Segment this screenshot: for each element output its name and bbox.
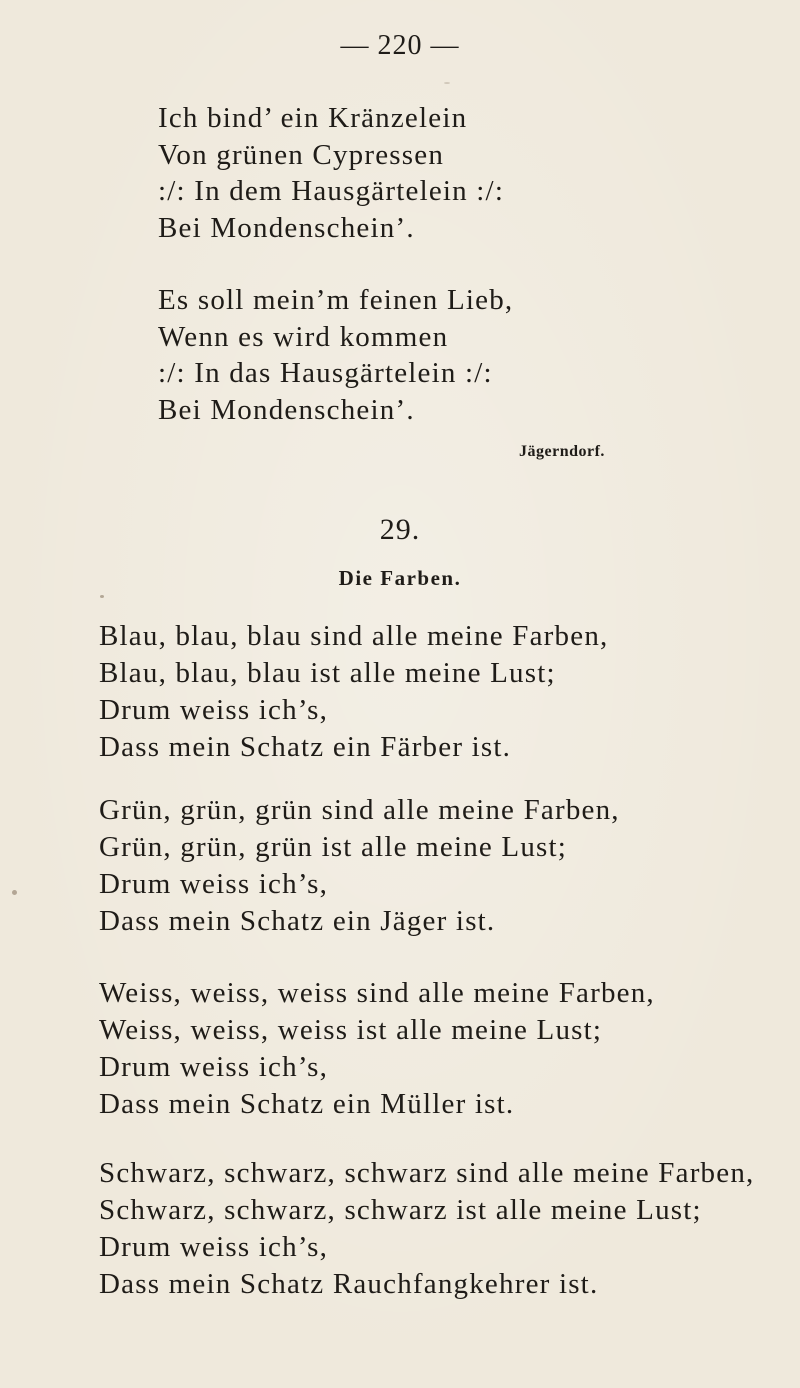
verse-line: Blau, blau, blau sind alle meine Farben, xyxy=(99,620,609,652)
verse-line: Grün, grün, grün ist alle meine Lust; xyxy=(99,831,568,863)
song-title: Die Farben. xyxy=(338,566,462,590)
verse-line: Weiss, weiss, weiss sind alle meine Farben, xyxy=(99,977,655,1009)
verse-line: Es soll mein’m feinen Lieb, xyxy=(158,284,514,316)
verse-line: Dass mein Schatz ein Jäger ist. xyxy=(99,905,496,937)
page-number: — 220 — xyxy=(340,30,460,61)
stanza xyxy=(99,618,608,766)
verse-line: :/: In dem Hausgärtelein :/: xyxy=(158,175,505,207)
verse-line: Bei Mondenschein’. xyxy=(158,211,415,244)
stanza xyxy=(99,975,655,1123)
verse-line: Drum weiss ich’s, xyxy=(99,694,329,726)
verse-line: Wenn es wird kommen xyxy=(158,320,449,353)
verse-line: Grün, grün, grün sind alle meine Farben, xyxy=(99,794,620,826)
paper-speck xyxy=(444,82,450,84)
stanza xyxy=(99,1155,754,1303)
verse-line: Dass mein Schatz ein Müller ist. xyxy=(99,1088,515,1120)
stanza xyxy=(158,282,513,428)
place-attribution: Jägerndorf. xyxy=(519,443,605,460)
paper-speck xyxy=(12,890,17,895)
verse-line: Dass mein Schatz Rauchfangkehrer ist. xyxy=(99,1268,599,1300)
verse-line: Ich bind’ ein Kränzelein xyxy=(158,102,468,134)
verse-line: Bei Mondenschein’. xyxy=(158,393,415,426)
verse-line: Drum weiss ich’s, xyxy=(99,868,329,900)
stanza xyxy=(99,792,620,940)
song-number: 29. xyxy=(379,513,421,546)
verse-line: Weiss, weiss, weiss ist alle meine Lust; xyxy=(99,1014,603,1046)
verse-line: Schwarz, schwarz, schwarz ist alle meine Lust; xyxy=(99,1194,702,1226)
verse-line: Drum weiss ich’s, xyxy=(99,1051,329,1083)
verse-line: Schwarz, schwarz, schwarz sind alle meine Farben, xyxy=(99,1157,755,1189)
paper-speck xyxy=(100,595,104,598)
verse-line: Von grünen Cypressen xyxy=(158,138,445,171)
verse-line: Dass mein Schatz ein Färber ist. xyxy=(99,731,512,763)
verse-line: Drum weiss ich’s, xyxy=(99,1231,329,1263)
verse-line: :/: In das Hausgärtelein :/: xyxy=(158,357,493,389)
verse-line: Blau, blau, blau ist alle meine Lust; xyxy=(99,657,556,689)
stanza xyxy=(158,100,504,246)
